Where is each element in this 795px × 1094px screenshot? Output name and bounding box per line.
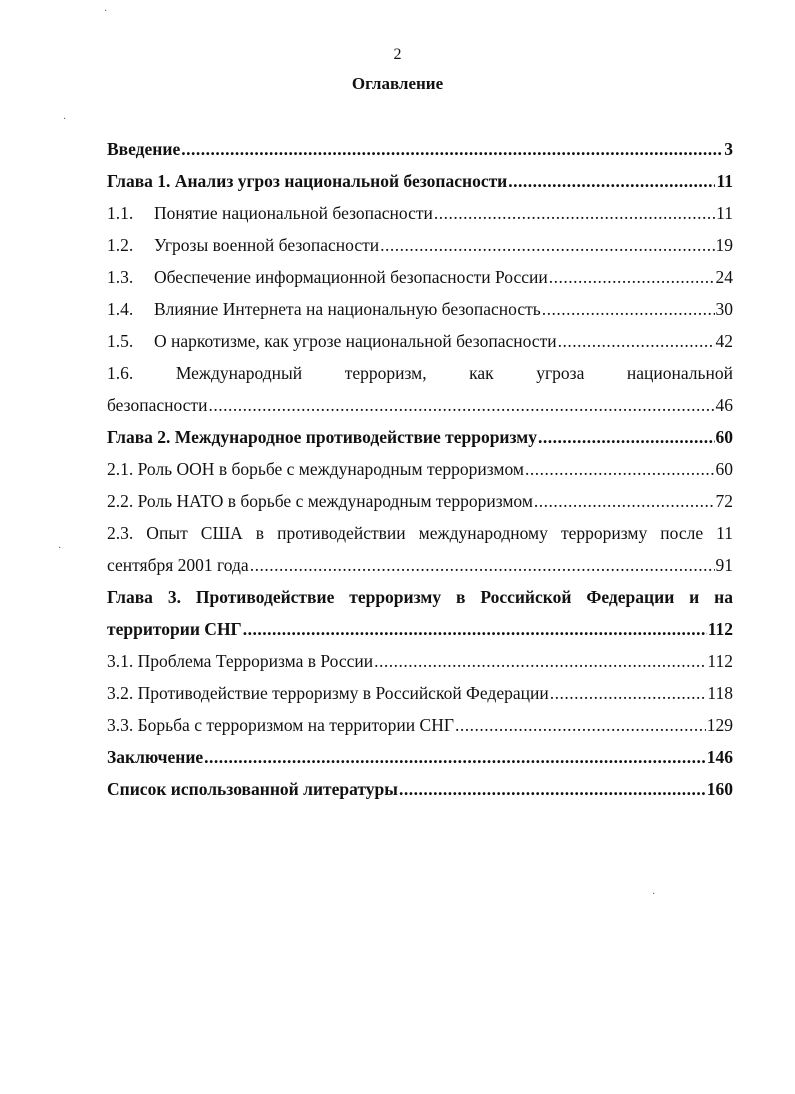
toc-page-number: 118 (707, 683, 733, 703)
toc-entry-conclusion[interactable] (107, 741, 733, 773)
dot-leader (208, 389, 714, 421)
toc-entry-1-3[interactable] (107, 261, 733, 293)
toc-entry-intro[interactable] (107, 133, 733, 165)
toc-page-number: 146 (706, 747, 733, 767)
toc-entry-label: 3.3. Борьба с терроризмом на территории СНГ (107, 715, 454, 735)
dot-leader (549, 261, 715, 293)
toc-entry-3-1[interactable] (107, 645, 733, 677)
toc-page-number: 60 (715, 427, 733, 447)
dot-leader (380, 229, 714, 261)
toc-page-number: 11 (716, 203, 733, 223)
toc-entry-label: Глава 1. Анализ угроз национальной безопасности (107, 171, 508, 191)
toc-entry-label: Обеспечение информационной безопасности России (154, 267, 548, 287)
table-of-contents (107, 133, 733, 805)
toc-entry-label: Глава 3. Противодействие терроризму в Российской Федерации и на (107, 587, 733, 607)
toc-entry-chapter-3-line-2[interactable] (107, 613, 733, 645)
toc-entry-label: 3.1. Проблема Терроризма в России (107, 651, 374, 671)
dot-leader (542, 293, 715, 325)
toc-entry-label: 2.2. Роль НАТО в борьбе с международным терроризмом (107, 491, 533, 511)
toc-entry-2-1[interactable] (107, 453, 733, 485)
toc-page-number: 46 (715, 395, 733, 415)
dot-leader (534, 485, 715, 517)
page-title: Оглавление (351, 74, 444, 93)
toc-entry-1-5[interactable] (107, 325, 733, 357)
toc-entry-number: 1.4. (107, 299, 134, 319)
toc-page-number: 60 (715, 459, 733, 479)
toc-entry-number: 1.3. (107, 267, 134, 287)
dot-leader (558, 325, 715, 357)
toc-entry-label: 3.2. Противодействие терроризму в Российской Федерации (107, 683, 549, 703)
toc-page-number: 129 (706, 715, 733, 735)
scan-speck: · (104, 6, 108, 17)
toc-entry-label: Понятие национальной безопасности (154, 203, 433, 223)
toc-page-number: 42 (715, 331, 733, 351)
toc-page-number: 11 (716, 171, 733, 191)
toc-entry-label: территории СНГ (107, 619, 242, 639)
dot-leader (204, 741, 706, 773)
toc-page-number: 19 (715, 235, 733, 255)
toc-page-number: 72 (715, 491, 733, 511)
toc-entry-chapter-3-line-1[interactable] (107, 581, 733, 613)
toc-entry-2-2[interactable] (107, 485, 733, 517)
toc-entry-label: Заключение (107, 747, 204, 767)
dot-leader (550, 677, 707, 709)
toc-page-number: 112 (707, 651, 733, 671)
dot-leader (455, 709, 706, 741)
toc-entry-chapter-2[interactable] (107, 421, 733, 453)
toc-entry-2-3-line-1[interactable] (107, 517, 733, 549)
toc-entry-label: Список использованной литературы (107, 779, 398, 799)
toc-entry-bibliography[interactable] (107, 773, 733, 805)
toc-entry-label: Введение (107, 139, 181, 159)
scan-speck: · (63, 114, 67, 125)
toc-entry-1-6-line-1[interactable] (107, 357, 733, 389)
toc-entry-1-6-line-2[interactable] (107, 389, 733, 421)
toc-entry-1-1[interactable] (107, 197, 733, 229)
toc-page-number: 30 (715, 299, 733, 319)
toc-entry-label: 2.3. Опыт США в противодействии международному терроризму после 11 (107, 523, 733, 543)
toc-entry-number: 1.6. (107, 363, 134, 383)
toc-entry-label: Влияние Интернета на национальную безопасность (154, 299, 541, 319)
toc-page-number: 3 (724, 139, 733, 159)
toc-entry-label: Угрозы военной безопасности (154, 235, 380, 255)
toc-entry-label: О наркотизме, как угрозе национальной безопасности (154, 331, 557, 351)
toc-entry-number: 1.5. (107, 331, 134, 351)
toc-entry-label: безопасности (107, 395, 208, 415)
dot-leader (250, 549, 715, 581)
toc-entry-label: сентября 2001 года (107, 555, 249, 575)
toc-page-number: 160 (706, 779, 733, 799)
dot-leader (374, 645, 706, 677)
toc-entry-number: 1.2. (107, 235, 134, 255)
toc-page-number: 112 (707, 619, 733, 639)
toc-entry-3-3[interactable] (107, 709, 733, 741)
toc-page-number: 91 (715, 555, 733, 575)
toc-entry-chapter-1[interactable] (107, 165, 733, 197)
toc-entry-label: Глава 2. Международное противодействие терроризму (107, 427, 537, 447)
scan-speck: · (58, 543, 62, 554)
scan-speck: · (652, 889, 656, 900)
toc-entry-number: 1.1. (107, 203, 134, 223)
toc-entry-1-2[interactable] (107, 229, 733, 261)
toc-entry-label: Международный терроризм, как угроза национальной (175, 363, 734, 383)
dot-leader (508, 165, 715, 197)
toc-entry-label: 2.1. Роль ООН в борьбе с международным терроризмом (107, 459, 525, 479)
dot-leader (243, 613, 707, 645)
toc-entry-2-3-line-2[interactable] (107, 549, 733, 581)
dot-leader (538, 421, 715, 453)
toc-page-number: 24 (715, 267, 733, 287)
toc-entry-1-4[interactable] (107, 293, 733, 325)
page-number: 2 (393, 46, 402, 63)
dot-leader (434, 197, 715, 229)
toc-entry-3-2[interactable] (107, 677, 733, 709)
dot-leader (525, 453, 714, 485)
dot-leader (181, 133, 723, 165)
dot-leader (399, 773, 706, 805)
